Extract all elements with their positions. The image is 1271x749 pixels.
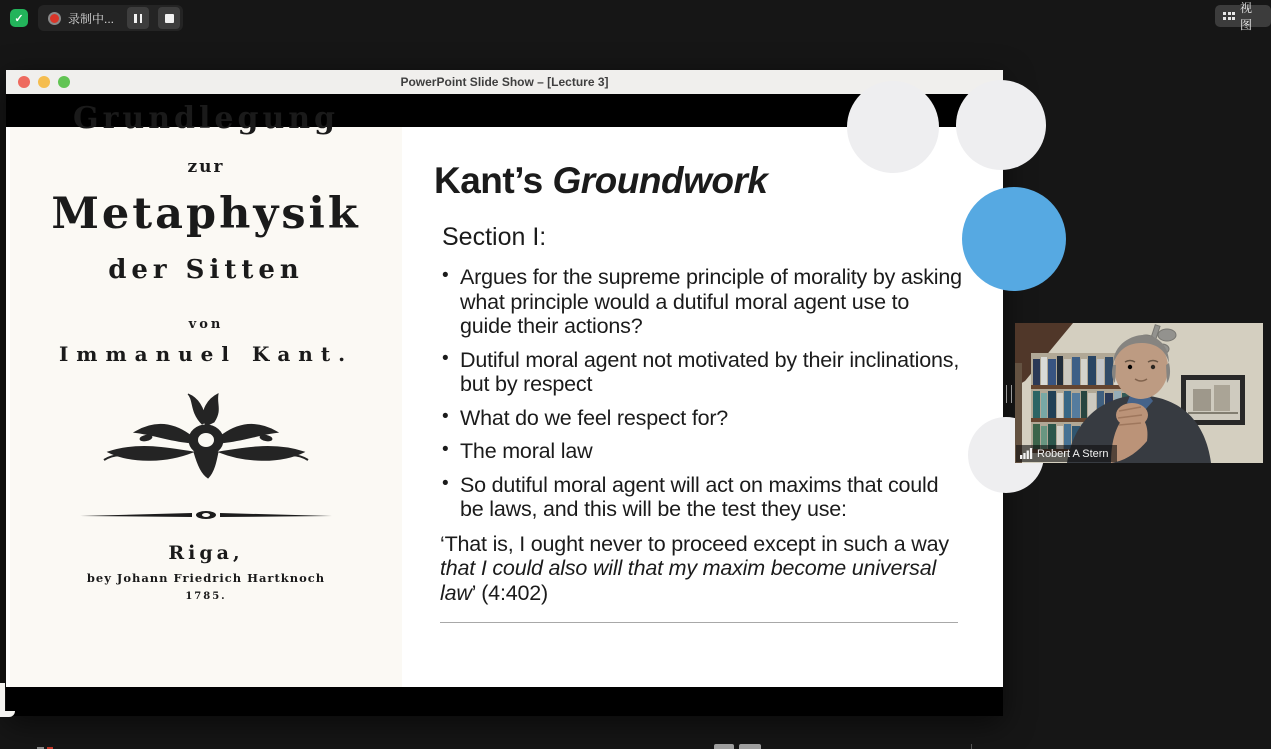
security-shield-icon[interactable]: ✓: [10, 9, 28, 27]
book-cropped-line: Grundlegung: [72, 101, 340, 136]
slide-text-block: [432, 160, 978, 623]
recording-status-label: 录制中...: [68, 11, 115, 26]
bullet-item: • Argues for the supreme principle of morality by asking what principle would a dutiful moral agent use to guide their actions?: [432, 265, 966, 339]
bullet-item: • Dutiful moral agent not motivated by their inclinations, but by respect: [432, 348, 966, 397]
view-button[interactable]: [1215, 1, 1271, 32]
decorative-rule: [80, 510, 332, 520]
book-year: 1785.: [185, 591, 227, 602]
background-window-sliver: [0, 711, 15, 717]
window-title: PowerPoint Slide Show – [Lecture 3]: [400, 75, 609, 89]
book-author: Immanuel Kant.: [58, 342, 354, 366]
bullet-item: • So dutiful moral agent will act on maxims that could be laws, and this will be the test they use:: [432, 473, 966, 522]
layout-grid-icon: [1223, 12, 1235, 20]
book-publisher: bey Johann Friedrich Hartknoch: [86, 571, 326, 585]
book-line-zur: zur: [187, 157, 225, 177]
toolbar-fragment-divider: [971, 744, 972, 749]
slide-bullet-list: [432, 265, 978, 522]
book-von: von: [188, 317, 224, 332]
panel-resize-handle[interactable]: [1006, 385, 1012, 403]
participant-name-tag: [1016, 445, 1117, 462]
powerpoint-window: [6, 70, 1003, 716]
floral-engraving-ornament: [98, 390, 314, 482]
book-place: Riga,: [168, 542, 244, 564]
stop-icon: [165, 14, 174, 23]
slide-quote: ‘That is, I ought never to proceed except in such a way that I could also will that my maxim become universal law’ (4:402): [440, 531, 949, 605]
slide-section-label: Section I:: [442, 223, 547, 251]
bullet-item: • The moral law: [432, 439, 966, 464]
recording-controls: [38, 5, 183, 31]
book-title: Metaphysik: [51, 189, 361, 239]
slide: [6, 101, 1003, 687]
book-title-page-image: [10, 101, 402, 687]
window-titlebar[interactable]: [6, 70, 1003, 94]
pause-icon: [134, 14, 142, 23]
slide-divider-line: [440, 622, 958, 623]
book-subtitle: der Sitten: [108, 255, 304, 285]
decorative-circle: [956, 80, 1046, 170]
bullet-item: • What do we feel respect for?: [432, 406, 966, 431]
view-button-label: 视图: [1240, 1, 1253, 32]
toolbar-fragment-icon[interactable]: [714, 744, 734, 749]
toolbar-fragment-icon[interactable]: [739, 744, 761, 749]
slide-title: Kant’s Groundwork: [434, 160, 768, 201]
slideshow-area[interactable]: [6, 94, 1003, 716]
connection-signal-icon: [1020, 448, 1033, 459]
record-dot-icon: [48, 12, 61, 25]
participant-video-frame: [1015, 323, 1263, 463]
pause-recording-button[interactable]: [127, 7, 149, 29]
participant-video-tile[interactable]: [1015, 323, 1263, 463]
participant-name: Robert A Stern: [1037, 447, 1109, 460]
stop-recording-button[interactable]: [158, 7, 180, 29]
